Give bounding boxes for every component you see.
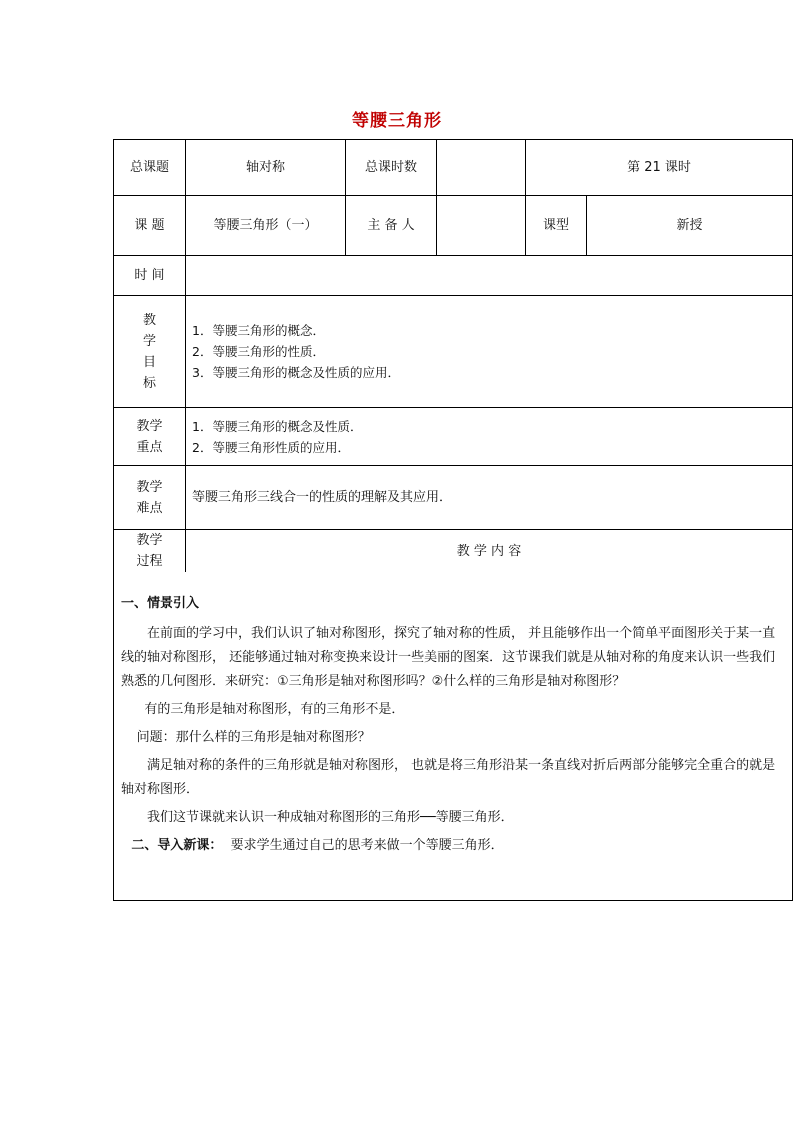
value-total-hours bbox=[436, 139, 525, 195]
list-item: 3．等腰三角形的概念及性质的应用． bbox=[192, 365, 400, 380]
label-teaching-goals: 教 学 目 标 bbox=[113, 295, 185, 407]
page-title: 等腰三角形 bbox=[352, 111, 442, 131]
label-lesson-type: 课型 bbox=[525, 195, 586, 255]
value-teaching-goals bbox=[185, 295, 792, 407]
paragraph: 我们这节课就来认识一种成轴对称图形的三角形──等腰三角形． bbox=[147, 810, 514, 825]
value-topic: 等腰三角形（一） bbox=[185, 195, 345, 255]
value-lesson-type: 新授 bbox=[586, 195, 792, 255]
value-teaching-content-header: 教 学 内 容 bbox=[185, 529, 792, 572]
paragraph: 问题：那什么样的三角形是轴对称图形？ bbox=[136, 730, 371, 745]
value-preparer bbox=[436, 195, 525, 255]
label-difficulties: 教学 难点 bbox=[113, 465, 185, 529]
label-topic: 课 题 bbox=[113, 195, 185, 255]
label-time: 时 间 bbox=[113, 255, 185, 295]
value-key-points bbox=[185, 407, 792, 465]
label-teaching-process: 教学 过程 bbox=[113, 529, 185, 572]
section-heading-2: 二、导入新课： 要求学生通过自己的思考来做一个等腰三角形． bbox=[131, 838, 504, 853]
label-total-topic: 总课题 bbox=[113, 139, 185, 195]
list-item: 2．等腰三角形性质的应用． bbox=[192, 439, 350, 455]
label-total-hours: 总课时数 bbox=[345, 139, 436, 195]
paragraph: 在前面的学习中，我们认识了轴对称图形，探究了轴对称的性质， 并且能够作出一个简单平面图形关于某一直线的轴对称图形， 还能够通过轴对称变换来设计一些美丽的图案．这节课我们就是从轴对称的角度来认识一些我们熟悉的几何图形．来研究：①三角形是轴对称图形吗？②什么样的三角形是轴对称图形？ bbox=[121, 626, 776, 689]
list-item: 1．等腰三角形的概念． bbox=[192, 323, 325, 338]
paragraph: 满足轴对称的条件的三角形就是轴对称图形， 也就是将三角形沿某一条直线对折后两部分能够完全重合的就是轴对称图形． bbox=[121, 758, 776, 797]
value-total-topic: 轴对称 bbox=[185, 139, 345, 195]
value-time bbox=[185, 255, 792, 295]
lesson-plan-table bbox=[113, 139, 792, 572]
value-difficulties: 等腰三角形三线合一的性质的理解及其应用． bbox=[185, 465, 792, 529]
value-lesson-number: 第 21 课时 bbox=[525, 139, 792, 195]
label-key-points: 教学 重点 bbox=[113, 407, 185, 465]
lesson-content bbox=[113, 572, 793, 901]
label-preparer: 主 备 人 bbox=[345, 195, 436, 255]
section-heading: 一、情景引入 bbox=[121, 596, 200, 611]
list-item: 1．等腰三角形的概念及性质． bbox=[192, 418, 363, 434]
list-item: 2．等腰三角形的性质． bbox=[192, 344, 325, 359]
paragraph: 有的三角形是轴对称图形，有的三角形不是． bbox=[144, 702, 405, 717]
